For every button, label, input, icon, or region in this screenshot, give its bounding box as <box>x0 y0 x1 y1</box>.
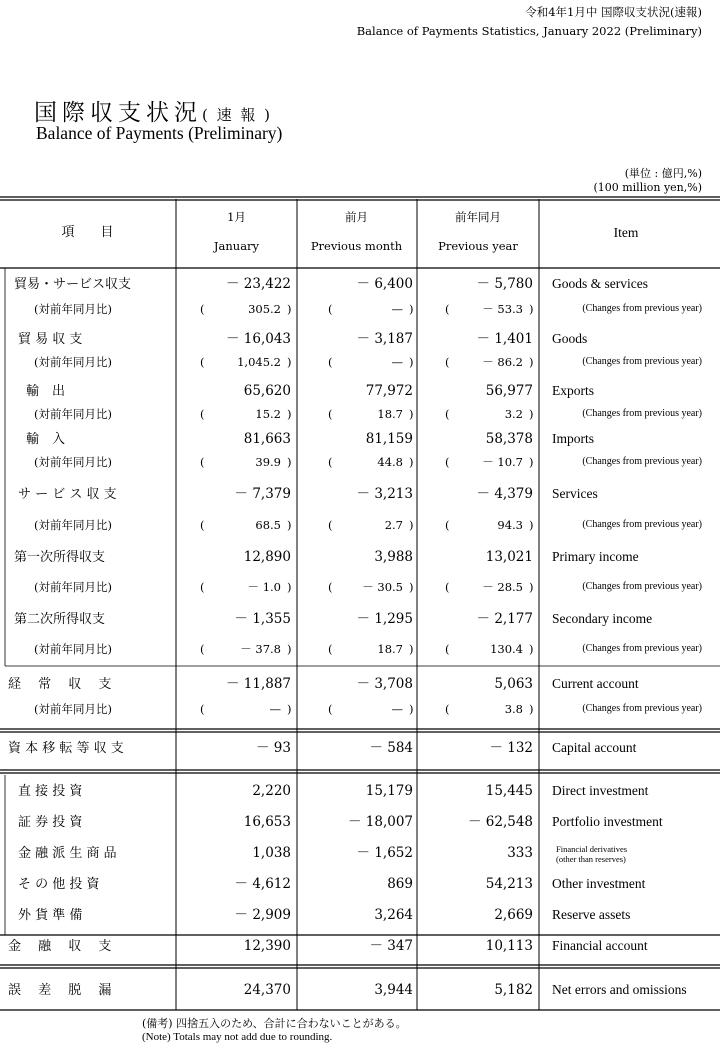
row-value: － 3,187 <box>356 331 413 347</box>
paren-close: ) <box>409 455 414 469</box>
paren-close: ) <box>529 580 534 594</box>
row-label-jp: 輸 入 <box>26 432 66 447</box>
title-main: 国際収支状況 <box>34 100 202 126</box>
paren-open: ( <box>200 518 205 532</box>
paren-close: ) <box>409 407 414 421</box>
row-label-jp: 経 常 収 支 <box>8 677 112 692</box>
paren-close: ) <box>529 642 534 656</box>
row-value: 5,063 <box>494 676 533 692</box>
paren-open: ( <box>200 355 205 369</box>
row-label-en: (Changes from previous year) <box>582 581 702 592</box>
row-label-en: (Changes from previous year) <box>582 356 702 367</box>
row-value: － 3,708 <box>356 676 413 692</box>
row-label-jp: 直 接 投 資 <box>18 784 83 799</box>
row-value: － 23,422 <box>225 276 291 292</box>
col-header-prev-month-jp: 前月 <box>345 210 368 224</box>
row-value: － 86.2 <box>482 355 523 369</box>
row-label-jp: 貿 易 収 支 <box>18 332 83 347</box>
paren-open: ( <box>445 580 450 594</box>
row-label-en: (Changes from previous year) <box>582 519 702 530</box>
row-value: — <box>391 302 403 316</box>
row-label-jp: (対前年同月比) <box>34 642 112 656</box>
row-label-jp: 資 本 移 転 等 収 支 <box>8 741 124 756</box>
paren-close: ) <box>287 455 292 469</box>
row-value: 15.2 <box>255 407 281 421</box>
row-label-jp: (対前年同月比) <box>34 455 112 469</box>
row-label-en-sub: (other than reserves) <box>556 854 626 864</box>
row-value: — <box>391 702 403 716</box>
row-label-en: Financial account <box>552 938 648 953</box>
paren-close: ) <box>287 302 292 316</box>
paren-open: ( <box>445 455 450 469</box>
unit-jp: (単位 : 億円,%) <box>624 167 702 180</box>
row-value: 5,182 <box>494 982 533 998</box>
row-label-jp: (対前年同月比) <box>34 302 112 316</box>
paren-open: ( <box>445 702 450 716</box>
row-label-en: Services <box>552 486 598 501</box>
row-value: － 30.5 <box>362 580 403 594</box>
row-value: 3,944 <box>374 982 413 998</box>
paren-open: ( <box>445 407 450 421</box>
row-value: 305.2 <box>248 302 281 316</box>
row-label-en: (Changes from previous year) <box>582 643 702 654</box>
paren-open: ( <box>328 455 333 469</box>
row-value: 18.7 <box>377 642 403 656</box>
row-label-en: Secondary income <box>552 611 653 626</box>
row-value: 54,213 <box>485 876 533 892</box>
row-value: － 5,780 <box>476 276 533 292</box>
title-sub: ( 速 報 ) <box>202 106 273 124</box>
paren-close: ) <box>529 407 534 421</box>
row-value: 56,977 <box>485 383 533 399</box>
row-value: 2,220 <box>252 783 291 799</box>
paren-close: ) <box>409 518 414 532</box>
col-header-item-en: Item <box>613 225 639 240</box>
col-header-jan-en: January <box>213 239 260 253</box>
row-label-en: Other investment <box>552 876 646 891</box>
row-value: 18.7 <box>377 407 403 421</box>
col-header-prev-month-en: Previous month <box>310 239 403 253</box>
row-label-en: Financial derivatives <box>556 844 628 854</box>
paren-close: ) <box>287 580 292 594</box>
paren-close: ) <box>287 407 292 421</box>
row-value: － 18,007 <box>347 814 413 830</box>
row-value: 81,663 <box>243 431 291 447</box>
row-value: 1,038 <box>252 845 291 861</box>
row-value: 58,378 <box>485 431 533 447</box>
row-label-en: Exports <box>552 383 594 398</box>
paren-open: ( <box>328 642 333 656</box>
paren-open: ( <box>445 642 450 656</box>
row-label-jp: サ ー ビ ス 収 支 <box>18 487 117 502</box>
row-value: 13,021 <box>485 549 533 565</box>
row-label-jp: (対前年同月比) <box>34 518 112 532</box>
paren-close: ) <box>529 518 534 532</box>
paren-open: ( <box>200 642 205 656</box>
row-label-en: Portfolio investment <box>552 814 663 829</box>
row-value: 15,445 <box>485 783 533 799</box>
row-label-en: (Changes from previous year) <box>582 408 702 419</box>
row-value: 44.8 <box>377 455 403 469</box>
header-line-en: Balance of Payments Statistics, January 2022 (Preliminary) <box>356 24 702 38</box>
row-label-jp: 第一次所得収支 <box>14 550 106 565</box>
row-value: 77,972 <box>365 383 413 399</box>
row-value: － 37.8 <box>240 642 281 656</box>
row-value: － 7,379 <box>234 486 291 502</box>
row-value: 39.9 <box>255 455 281 469</box>
paren-open: ( <box>445 518 450 532</box>
row-value: － 1,355 <box>234 611 291 627</box>
paren-open: ( <box>200 580 205 594</box>
paren-open: ( <box>328 518 333 532</box>
row-label-en: Goods & services <box>552 276 648 291</box>
row-label-jp: 第二次所得収支 <box>14 612 106 627</box>
row-value: － 4,379 <box>476 486 533 502</box>
row-value: — <box>391 355 403 369</box>
row-value: 10,113 <box>485 938 533 954</box>
row-label-jp: 外 貨 準 備 <box>18 908 83 923</box>
paren-open: ( <box>445 355 450 369</box>
row-value: 3.8 <box>504 702 523 716</box>
row-label-en: Net errors and omissions <box>552 982 687 997</box>
row-value: 94.3 <box>497 518 523 532</box>
row-value: － 53.3 <box>482 302 523 316</box>
paren-close: ) <box>529 355 534 369</box>
row-label-jp: 誤 差 脱 漏 <box>8 983 112 998</box>
row-label-jp: (対前年同月比) <box>34 355 112 369</box>
paren-open: ( <box>328 302 333 316</box>
row-value: － 1,295 <box>356 611 413 627</box>
row-value: 130.4 <box>490 642 523 656</box>
paren-open: ( <box>328 407 333 421</box>
row-value: 16,653 <box>243 814 291 830</box>
unit-en: (100 million yen,%) <box>593 181 702 194</box>
row-value: 68.5 <box>255 518 281 532</box>
row-label-en: Capital account <box>552 740 637 755</box>
row-value: 81,159 <box>365 431 413 447</box>
row-value: 12,390 <box>243 938 291 954</box>
row-label-en: Goods <box>552 331 588 346</box>
row-label-jp: (対前年同月比) <box>34 702 112 716</box>
row-value: － 347 <box>369 938 413 954</box>
note-jp: (備考) 四捨五入のため、合計に合わないことがある。 <box>142 1017 407 1030</box>
row-value: 3,264 <box>374 907 413 923</box>
paren-close: ) <box>529 702 534 716</box>
row-value: 3,988 <box>374 549 413 565</box>
row-label-en: Direct investment <box>552 783 649 798</box>
col-header-prev-year-en: Previous year <box>438 239 518 253</box>
col-header-prev-year-jp: 前年同月 <box>455 210 501 224</box>
paren-close: ) <box>409 580 414 594</box>
paren-open: ( <box>328 355 333 369</box>
row-value: － 4,612 <box>234 876 291 892</box>
paren-close: ) <box>287 702 292 716</box>
paren-open: ( <box>328 702 333 716</box>
paren-open: ( <box>200 702 205 716</box>
row-value: － 2,909 <box>234 907 291 923</box>
paren-close: ) <box>529 455 534 469</box>
row-label-en: (Changes from previous year) <box>582 456 702 467</box>
row-value: － 28.5 <box>482 580 523 594</box>
row-value: － 3,213 <box>356 486 413 502</box>
row-label-jp: (対前年同月比) <box>34 580 112 594</box>
page-title-en: Balance of Payments (Preliminary) <box>36 123 283 143</box>
row-value: － 62,548 <box>467 814 533 830</box>
paren-open: ( <box>200 455 205 469</box>
paren-open: ( <box>445 302 450 316</box>
row-label-en: Current account <box>552 676 639 691</box>
row-value: － 1,401 <box>476 331 533 347</box>
header-line-jp: 令和4年1月中 国際収支状況(速報) <box>525 5 702 19</box>
row-value: 2,669 <box>494 907 533 923</box>
row-value: － 11,887 <box>225 676 291 692</box>
paren-close: ) <box>409 355 414 369</box>
row-label-jp: 貿易・サービス収支 <box>14 277 132 292</box>
row-value: － 2,177 <box>476 611 533 627</box>
row-label-en: Primary income <box>552 549 639 564</box>
row-value: 2.7 <box>384 518 403 532</box>
row-value: － 6,400 <box>356 276 413 292</box>
row-value: 869 <box>387 876 413 892</box>
paren-open: ( <box>200 407 205 421</box>
row-value: － 584 <box>369 740 413 756</box>
row-value: 65,620 <box>243 383 291 399</box>
row-value: － 93 <box>256 740 291 756</box>
row-label-en: (Changes from previous year) <box>582 703 702 714</box>
row-label-jp: 金 融 収 支 <box>8 939 112 954</box>
col-header-item-jp: 項 目 <box>61 225 114 240</box>
row-value: － 16,043 <box>225 331 291 347</box>
row-value: － 132 <box>489 740 533 756</box>
row-label-en: Reserve assets <box>552 907 631 922</box>
row-value: — <box>269 702 281 716</box>
paren-close: ) <box>287 642 292 656</box>
note-en: (Note) Totals may not add due to rounding. <box>142 1031 333 1043</box>
paren-open: ( <box>328 580 333 594</box>
row-label-en: (Changes from previous year) <box>582 303 702 314</box>
row-value: 1,045.2 <box>237 355 281 369</box>
row-value: 12,890 <box>243 549 291 565</box>
paren-close: ) <box>287 518 292 532</box>
row-value: 3.2 <box>504 407 523 421</box>
row-label-jp: (対前年同月比) <box>34 407 112 421</box>
row-label-jp: 輸 出 <box>26 384 66 399</box>
paren-close: ) <box>409 642 414 656</box>
paren-close: ) <box>287 355 292 369</box>
row-label-jp: 証 券 投 資 <box>18 815 83 830</box>
row-value: 24,370 <box>243 982 291 998</box>
row-value: － 1.0 <box>247 580 281 594</box>
row-value: － 1,652 <box>356 845 413 861</box>
row-value: － 10.7 <box>482 455 523 469</box>
paren-close: ) <box>409 302 414 316</box>
paren-close: ) <box>529 302 534 316</box>
row-value: 15,179 <box>365 783 413 799</box>
row-label-jp: そ の 他 投 資 <box>18 877 100 892</box>
paren-close: ) <box>409 702 414 716</box>
row-value: 333 <box>507 845 533 861</box>
row-label-en: Imports <box>552 431 594 446</box>
paren-open: ( <box>200 302 205 316</box>
row-label-jp: 金 融 派 生 商 品 <box>18 846 117 861</box>
col-header-jan-jp: 1月 <box>227 210 246 224</box>
